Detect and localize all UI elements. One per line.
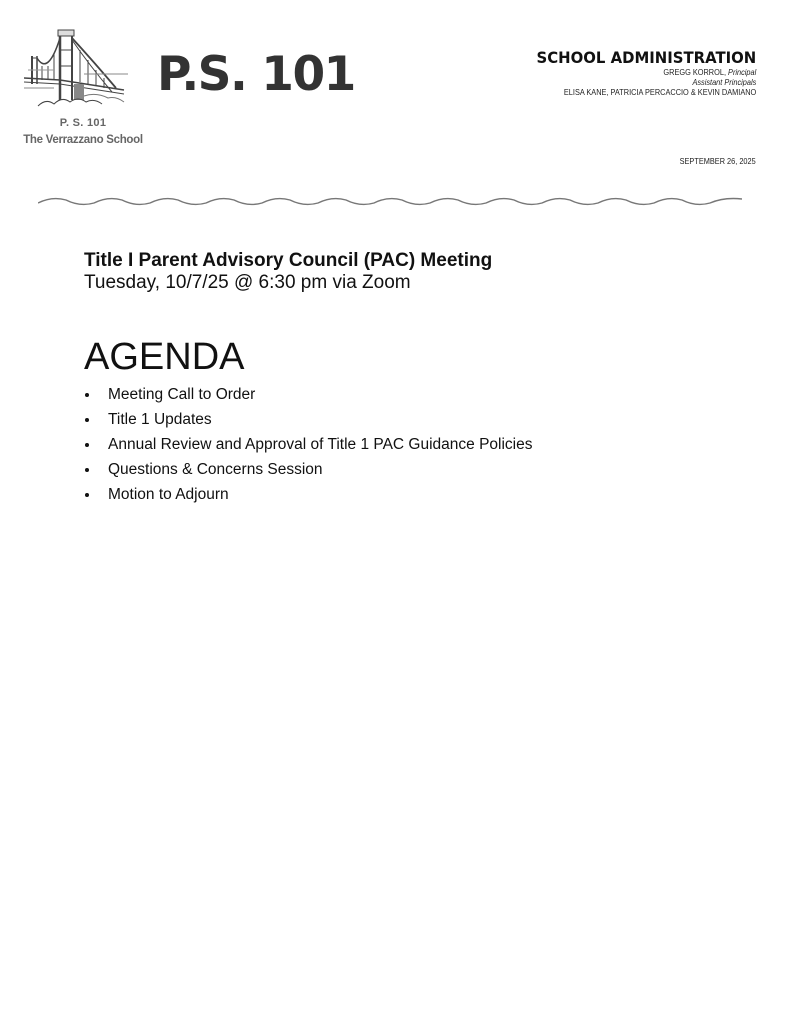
- principal-line: [539, 68, 756, 78]
- agenda-item: [84, 432, 532, 457]
- wavy-divider: [38, 193, 742, 211]
- agenda-item-text: Questions & Concerns Session: [108, 461, 323, 478]
- meeting-title: Title I Parent Advisory Council (PAC) Meeting: [84, 250, 493, 271]
- logo-caption-school-number: P. S. 101: [59, 117, 107, 129]
- principal-name: GREGG KORROL,: [663, 68, 728, 77]
- agenda-item-text: Motion to Adjourn: [108, 486, 229, 503]
- agenda-item-text: Annual Review and Approval of Title 1 PAC Guidance Policies: [108, 436, 533, 453]
- logo-caption: [20, 115, 146, 149]
- agenda-item: [84, 407, 532, 432]
- logo-caption-school-name: The Verrazzano School: [23, 134, 143, 146]
- assistant-principals-label: [539, 78, 756, 88]
- school-logo: [24, 26, 134, 112]
- bullet-icon: [85, 493, 89, 497]
- bullet-icon: [85, 468, 89, 472]
- agenda-item: [84, 482, 532, 507]
- agenda-list: [84, 382, 532, 507]
- verrazzano-bridge-icon: [24, 26, 134, 112]
- school-wordmark: P.S. 101: [157, 47, 355, 102]
- administration-block: [520, 48, 756, 98]
- bullet-icon: [85, 443, 89, 447]
- agenda-item: [84, 382, 532, 407]
- bullet-icon: [85, 418, 89, 422]
- administration-title: SCHOOL ADMINISTRATION: [536, 48, 756, 67]
- letter-date: SEPTEMBER 26, 2025: [679, 157, 756, 166]
- agenda-item: [84, 457, 532, 482]
- agenda-item-text: Title 1 Updates: [108, 411, 212, 428]
- assistant-principals-names: ELISA KANE, PATRICIA PERCACCIO & KEVIN DAMIANO: [563, 88, 756, 97]
- assistant-principals-role: Assistant Principals: [692, 78, 756, 87]
- agenda-heading: AGENDA: [84, 336, 245, 378]
- meeting-date-time: Tuesday, 10/7/25 @ 6:30 pm via Zoom: [84, 272, 411, 293]
- principal-role: Principal: [727, 68, 756, 77]
- bullet-icon: [85, 393, 89, 397]
- agenda-item-text: Meeting Call to Order: [108, 386, 256, 403]
